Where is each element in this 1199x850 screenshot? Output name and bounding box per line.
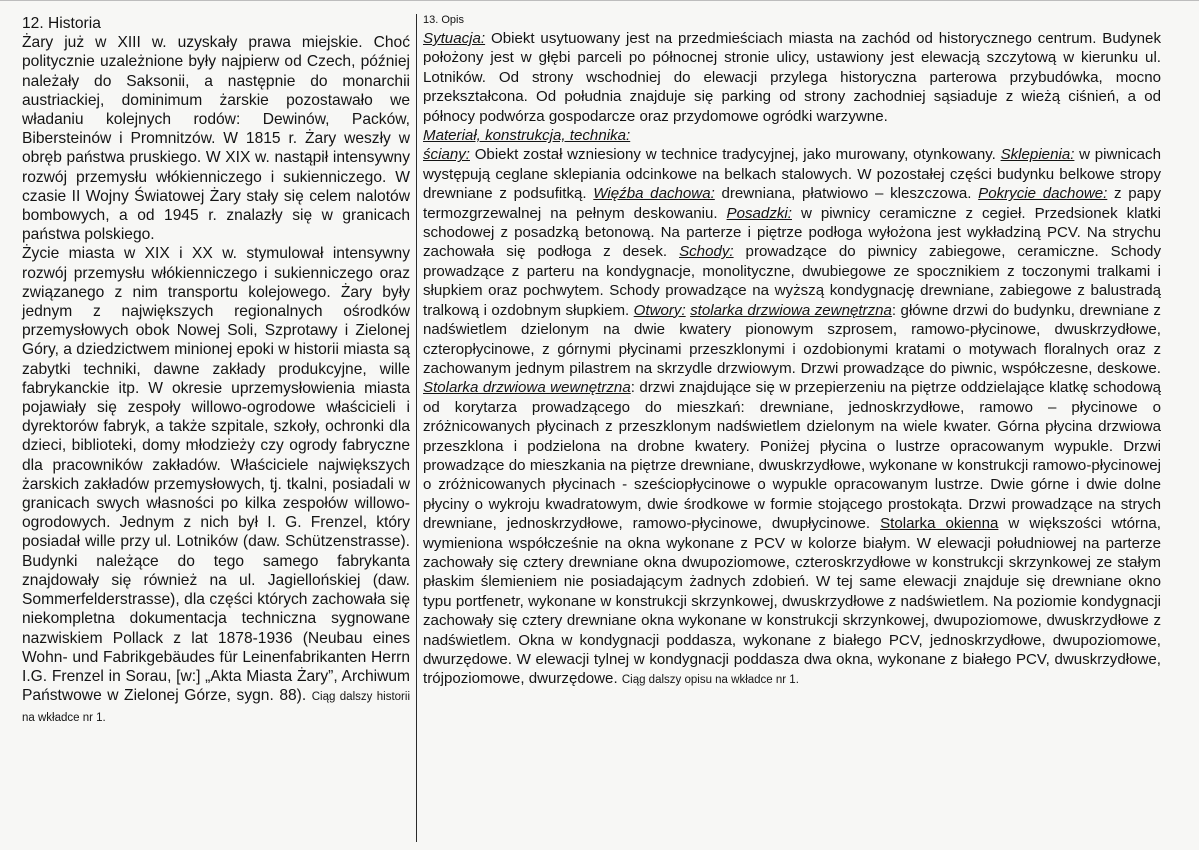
historia-continuation-note: Ciąg dalszy historii na wkładce nr 1. — [22, 691, 410, 725]
material-paragraph — [423, 145, 1161, 690]
top-rule — [0, 0, 1199, 1]
schody-text: prowadzące do piwnicy zabiegowe, ceramiczne. Schody prowadzące z parteru na kondygnacje, monolityczne, dwubiegowe ze spocznikiem z toczonymi tralkami i słupkiem oraz pochwytem. Schody prowadzące na wyższą kondygnację drewniane, zabiegowe z balustradą tralkową i ozdobnym słupkiem. — [423, 243, 1161, 319]
stolarka-okienna-text: w większości wtórna, wymieniona współcześnie na okna wykonane z PCV w kolorze białym. W elewacji południowej na parterze zachowały się cztery drewniane okna dwupoziomowe, czteroskrzydłowe w konstrukcji skrzynkowej ze stałym płaskim ślemieniem nie posiadającym żadnych zdobień. W tej same elewacji znajduje się drewniane okno typu portfenetr, wykonane w konstrukcji skrzynkowej, dwuskrzydłowe z nadświetlem. Na poziomie kondygnacji zachowały się cztery drewniane okna wykonane w konstrukcji skrzynkowej, dwupoziomowe, dwuskrzydłowe z nadświetlem. Okna w kondygnacji poddasza, wykonane z białego PCV, jednoskrzydłowe, dwupoziomowe, dwurzędowe. W elewacji tylnej w kondygnacji poddasza dwa okna, wykonane z białego PCV, dwuskrzydłowe, trójpoziomowe, dwurzędowe. — [423, 515, 1162, 688]
historia-paragraph-1: Żary już w XIII w. uzyskały prawa miejskie. Choć politycznie uzależnione były najpierw od Czech, później należały do Saksonii, a następnie do monarchii austriackiej, dominimum żarskie pozostawało we władaniu kolejnych rodów: Dewinów, Packów, Bibersteinów i Promnitzów. W 1815 r. Żary weszły w obręb państwa pruskiego. W XIX w. nastąpił intensywny rozwój przemysłu włókienniczego i sukienniczego. W czasie II Wojny Światowej Żary stały się celem nalotów bombowych, a od 1945 r. znalazły się w granicach państwa polskiego. — [22, 34, 410, 244]
opis-continuation-note: Ciąg dalszy opisu na wkładce nr 1. — [621, 674, 799, 687]
schody-label: Schody: — [679, 243, 734, 261]
historia-paragraph-2-text: Życie miasta w XIX i XX w. stymulował intensywny rozwój przemysłu włókienniczego i sukienniczego oraz związanego z nim transportu kolejowego. Żary były jednym z największych regionalnych ośrodków przemysłowych obok Nowej Soli, Szprotawy i Zielonej Góry, a dziedzictwem minionej epoki w historii miasta są zabytki techniki, dawne zakłady produkcyjne, wille fabrykanckie itp. W okresie uprzemysłowienia miasta pojawiały się zespoły willowo-ogrodowe właścicieli i dyrektorów fabryk, a także szpitale, szkoły, ochronki dla dzieci, biblioteki, domy młodzieży czy ogrody fabryczne dla pracowników zakładów. Właściciele największych żarskich zakładów przemysłowych, tj. tkalni, posiadali w granicach swych własności po kilka zespołów willowo-ogrodowych. Jednym z nich był I. G. Frenzel, który posiadał wille przy ul. Lotników (daw. Schützenstrasse). Budynki należące do tego samego fabrykanta znajdowały się również na ul. Jagiellońskiej (daw. Sommerfelderstrasse), dla części których zachowała się niekompletna dokumentacja techniczna sygnowane nazwiskiem Pollack z lat 1878-1936 (Neubau eines Wohn- und Fabrikgebäudes für Leinenfabrikanten Herrn I.G. Frenzel in Sorau, [w:] „Akta Miasta Żary”, Archiwum Państwowe w Zielonej Górze, sygn. 88). — [22, 245, 410, 705]
wiezba-label: Więźba dachowa: — [593, 185, 715, 203]
wiezba-text: drewniana, płatwiowo – kleszczowa. — [714, 185, 979, 203]
historia-title: 12. Historia — [22, 15, 101, 32]
column-divider — [416, 14, 417, 842]
posadzki-label: Posadzki: — [726, 204, 792, 222]
material-label: Materiał, konstrukcja, technika: — [423, 127, 631, 145]
stolarka-zewnetrzna-text: : główne drzwi do budynku, drewniane z nadświetlem dzielonym na dwie kwatery pionowym szprosem, ramowo-płycinowe, dwuskrzydłowe, czteropłycinowe, z górnymi płycinami przeszklonymi i ozdobionymi kratami o motywach floralnych oraz z zachowanym jednym pilastrem na skrzydle drzwiowym. Drzwi prowadzące do piwnic, współczesne, deskowe. — [423, 301, 1161, 377]
stolarka-wewnetrzna-label: Stolarka drzwiowa wewnętrzna — [423, 379, 631, 397]
opis-column — [423, 14, 1161, 691]
sklepienia-label: Sklepienia: — [1000, 146, 1075, 164]
stolarka-zewnetrzna-label: stolarka drzwiowa zewnętrzna — [690, 301, 892, 319]
pokrycie-label: Pokrycie dachowe: — [978, 185, 1108, 203]
stolarka-wewnetrzna-text: : drzwi znajdujące się w przepierzeniu na piętrze oddzielające klatkę schodową od korytarza prowadzącego do mieszkań: drewniane, jednoskrzydłowe, ramowo – płycinowe o zróżnicowanych płycinach z przeszklonym nadświetlem dzielonym na wiele kwater. Górna płycina drzwiowa przeszklona i podzielona na drobne kwatery. Poniżej płycina o lustrze opracowanym wypukle. Drzwi prowadzące do mieszkania na piętrze drewniane, dwuskrzydłowe, wykonane w konstrukcji ramowo-płycinowej o zróżnicowanych płycinach - sześciopłycinowe o wypukle opracowanym lustrze. Dwie górne i dwie dolne płyciny o wykroju kwadratowym, dwie środkowe w formie stojącego prostokąta. Drzwi prowadzące na strych drewniane, jednoskrzydłowe, ramowo-płycinowe, dwupłycinowe. — [423, 379, 1161, 533]
sytuacja-text: Obiekt usytuowany jest na przedmieściach miasta na zachód od historycznego centrum. Budynek położony jest w głębi parceli po północnej stronie ulicy, ustawiony jest elewacją szczytową w kierunku ul. Lotników. Od strony wschodniej do elewacji przylega historyczna parterowa przybudówka, mocno przekształcona. Od południa znajduje się parking od strony zachodniej sąsiaduje z wieżą ciśnień, a od północy podwórza gospodarcze oraz przydomowe ogródki warzywne. — [423, 30, 1161, 125]
sciany-text: Obiekt został wzniesiony w technice tradycyjnej, jako murowany, otynkowany. — [469, 146, 1001, 164]
historia-paragraph-2 — [22, 244, 410, 728]
material-heading — [423, 126, 1161, 145]
historia-column — [22, 14, 410, 729]
sklepienia-text: w piwnicach występują ceglane sklepiania odcinkowe na belkach stalowych. W pozostałej części budynku belkowe stropy drewniane z podsufitką. — [423, 146, 1161, 203]
sciany-label: ściany: — [423, 146, 470, 164]
opis-title: 13. Opis — [423, 14, 464, 26]
otwory-label: Otwory: — [633, 301, 686, 319]
sytuacja-paragraph — [423, 29, 1161, 126]
stolarka-okienna-label: Stolarka okienna — [880, 515, 999, 533]
pokrycie-text: z papy termozgrzewalnej na pełnym deskowaniu. — [423, 185, 1161, 222]
posadzki-text: w piwnicy ceramiczne z cegieł. Przedsionek klatki schodowej z posadzką betonową. Na parterze i piętrze podłoga wyłożona jest wykładziną PCV. Na strychu zachowała się podłoga z desek. — [423, 204, 1161, 261]
sytuacja-label: Sytuacja: — [423, 30, 486, 47]
